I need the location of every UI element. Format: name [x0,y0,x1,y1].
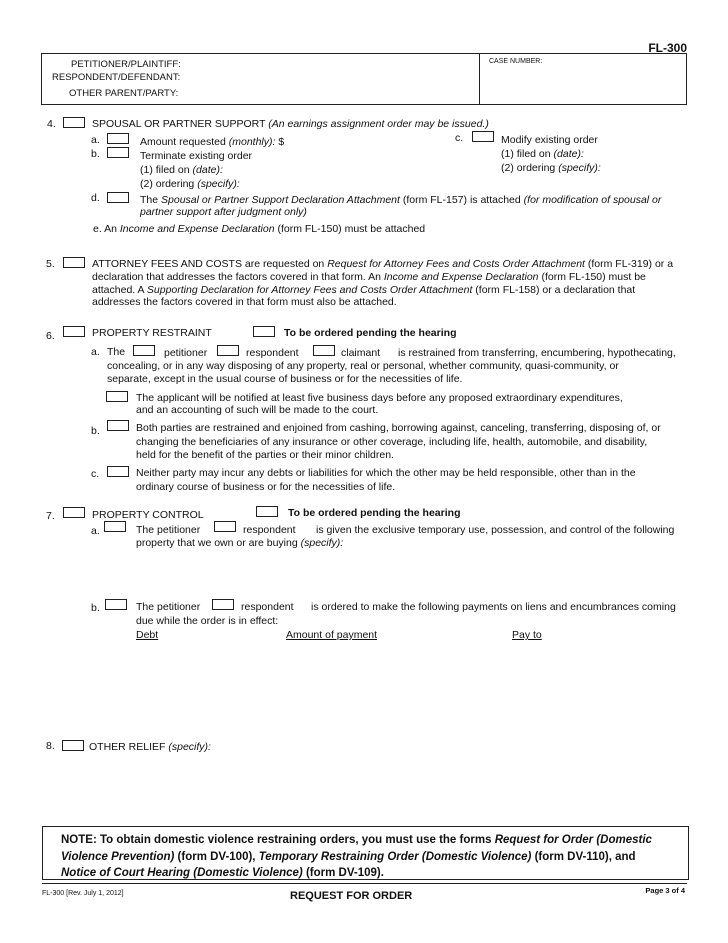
item-6c-checkbox[interactable] [107,466,129,477]
item-6b-line-2: changing the beneficiaries of any insurance or other coverage, including life, health, automobile, and disability, [136,436,648,448]
item-6a-line-2: concealing, or in any way disposing of any property, real or personal, whether community, quasi-community, or [107,360,619,372]
item-7b-petitioner: The petitioner [136,601,201,613]
item-4c2: (2) ordering (specify): [501,162,601,174]
item-7a-line-1: is given the exclusive temporary use, possession, and control of the following [316,524,675,536]
item-4c-checkbox[interactable] [472,131,494,142]
item-4b2: (2) ordering (specify): [140,178,240,190]
pay-to-column-header: Pay to [512,629,542,641]
item-6a-respondent-checkbox[interactable] [217,345,239,356]
item-4d-label: d. [91,192,100,204]
item-6a-line-1: is restrained from transferring, encumbering, hypothecating, [398,347,676,359]
item-4b-checkbox[interactable] [107,147,129,158]
case-number-label: CASE NUMBER: [489,58,543,65]
respondent-label: RESPONDENT/DEFENDANT: [52,72,181,83]
debt-column-header: Debt [136,629,159,641]
item-4b-text: Terminate existing order [140,150,253,162]
domestic-violence-note: NOTE: To obtain domestic violence restraining orders, you must use the forms Request for Order (Domestic Violence Prevention) (form DV-100), Temporary Restraining Order (Domestic Violence) (form DV-110), and Notice of Court Hearing (Domestic Violence) (form DV-109). [42,826,689,880]
item-7b-checkbox[interactable] [105,599,127,610]
item-6a-claimant-checkbox[interactable] [313,345,335,356]
item-4a-label: a. [91,134,100,146]
item-6c-line-1: Neither party may incur any debts or liabilities for which the other may be held responsible, other than in the [136,467,636,479]
item-4b1: (1) filed on (date): [140,164,223,176]
item-6a-line-3: separate, except in the usual course of business or for the necessities of life. [107,373,463,385]
item-6a-petitioner: petitioner [164,347,208,359]
item-4e-text: e. An Income and Expense Declaration (form FL-150) must be attached [93,223,426,235]
item-6-pending-label: To be ordered pending the hearing [284,327,457,339]
item-6-number: 6. [46,330,55,342]
item-4-title: SPOUSAL OR PARTNER SUPPORT (An earnings assignment order may be issued.) [92,118,489,130]
footer-page-number: Page 3 of 4 [645,886,685,895]
item-6-notify-checkbox[interactable] [106,391,128,402]
item-7-title: PROPERTY CONTROL [92,509,204,521]
item-6-title: PROPERTY RESTRAINT [92,327,212,339]
item-7b-respondent-checkbox[interactable] [212,599,234,610]
item-6a-the: The [107,346,126,358]
item-6-pending-checkbox[interactable] [253,326,275,337]
item-7-checkbox[interactable] [63,507,85,518]
item-7b-line-2: due while the order is in effect: [136,615,279,627]
item-6-notify-line-1: The applicant will be notified at least five business days before any proposed extraordinary expenditures, [136,392,623,404]
item-7b-label: b. [91,602,100,614]
item-4a-checkbox[interactable] [107,133,129,144]
footer-rule [42,883,687,884]
item-4-number: 4. [47,118,56,130]
item-6a-respondent: respondent [246,347,299,359]
item-4b-label: b. [91,148,100,160]
caption-divider [479,54,480,104]
item-7a-respondent: respondent [243,524,296,536]
footer-form-title: REQUEST FOR ORDER [290,890,413,902]
item-6a-label: a. [91,346,100,358]
item-6-notify-line-2: and an accounting of such will be made to the court. [136,404,379,416]
item-4d-checkbox[interactable] [107,192,129,203]
item-5-checkbox[interactable] [63,257,85,268]
item-4c-text: Modify existing order [501,134,598,146]
item-6a-petitioner-checkbox[interactable] [133,345,155,356]
item-6b-checkbox[interactable] [107,420,129,431]
item-8-checkbox[interactable] [62,740,84,751]
item-7-pending-checkbox[interactable] [256,506,278,517]
other-party-label: OTHER PARENT/PARTY: [69,88,179,99]
item-7a-checkbox[interactable] [104,521,126,532]
item-4d-text: The Spousal or Partner Support Declaration Attachment (form FL-157) is attached (for modification of spousal or [140,194,662,206]
item-7a-label: a. [91,525,100,537]
item-7-pending-label: To be ordered pending the hearing [288,507,461,519]
item-8-title: OTHER RELIEF (specify): [89,741,211,753]
item-7b-line-1: is ordered to make the following payments on liens and encumbrances coming [311,601,676,613]
item-7a-respondent-checkbox[interactable] [214,521,236,532]
item-5-line-3: attached. A Supporting Declaration for Attorney Fees and Costs Order Attachment (form FL-158) or a declaration that [92,284,636,296]
item-6-checkbox[interactable] [63,326,85,337]
item-5-number: 5. [46,258,55,270]
item-6b-line-3: held for the benefit of the parties or their minor children. [136,449,394,461]
item-6c-label: c. [91,468,100,480]
item-7a-petitioner: The petitioner [136,524,201,536]
item-5-line-2: declaration that addresses the factors covered in that form. An Income and Expense Declaration (form FL-150) must be [92,271,646,283]
item-7-number: 7. [46,510,55,522]
item-4c-label: c. [455,132,464,144]
footer-revision: FL-300 [Rev. July 1, 2012] [42,890,124,897]
item-6b-label: b. [91,425,100,437]
case-caption [41,53,687,105]
item-7a-line-2: property that we own or are buying (specify): [136,537,344,549]
item-4a-text: Amount requested (monthly): $ [140,136,285,148]
item-6b-line-1: Both parties are restrained and enjoined from cashing, borrowing against, canceling, transferring, disposing of, or [136,422,661,434]
petitioner-label: PETITIONER/PLAINTIFF: [71,59,181,70]
item-6c-line-2: ordinary course of business or for the necessities of life. [136,481,396,493]
item-7b-respondent: respondent [241,601,294,613]
item-4d-text-cont: partner support after judgment only) [140,206,307,218]
item-5-line-4: addresses the factors covered in that form must also be attached. [92,296,397,308]
item-8-number: 8. [46,740,55,752]
item-4c1: (1) filed on (date): [501,148,584,160]
item-4-checkbox[interactable] [63,117,85,128]
amount-column-header: Amount of payment [286,629,378,641]
form-number: FL-300 [648,41,687,55]
item-6a-claimant: claimant [341,347,381,359]
item-5-line-1: ATTORNEY FEES AND COSTS are requested on Request for Attorney Fees and Costs Order Attachment (form FL-319) or a [92,258,674,270]
